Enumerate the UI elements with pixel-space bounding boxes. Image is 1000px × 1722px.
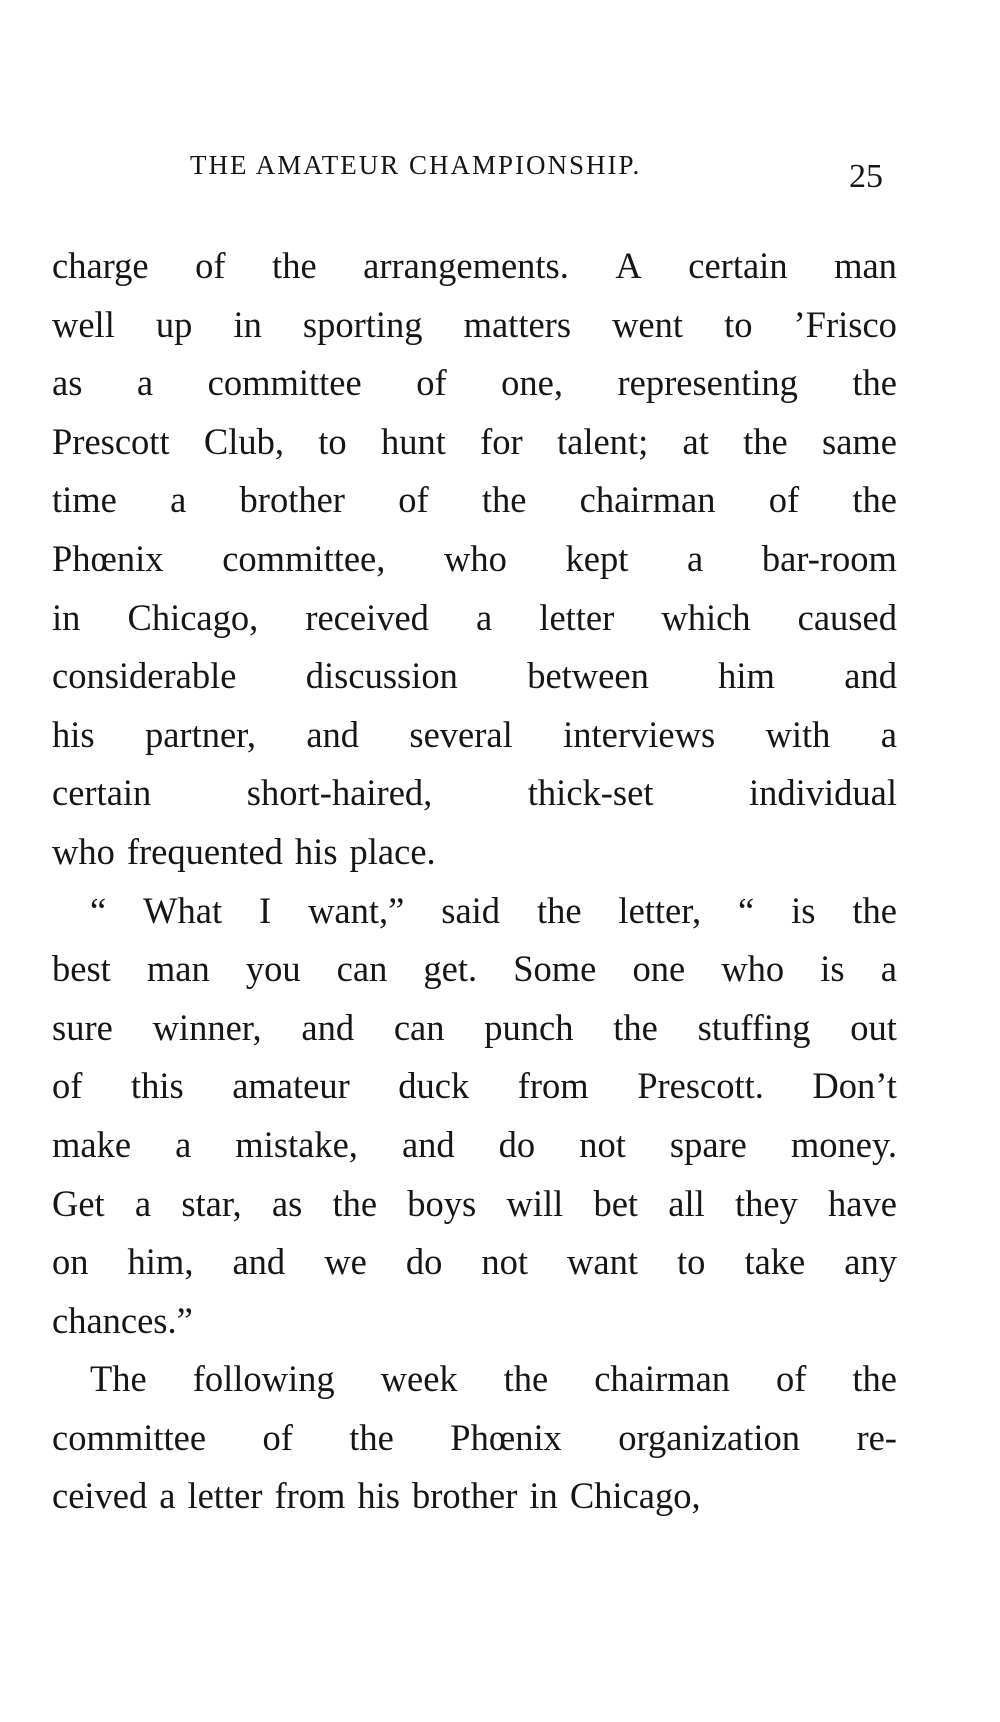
text-line: best man you can get. Some one who is a <box>52 948 897 990</box>
text-line: of this amateur duck from Prescott. Don’t <box>52 1065 897 1107</box>
text-line: time a brother of the chairman of the <box>52 479 897 521</box>
body-text <box>52 237 897 1526</box>
text-line: as a committee of one, representing the <box>52 362 897 404</box>
text-line: Get a star, as the boys will bet all they have <box>52 1182 897 1224</box>
text-line: chances.” <box>52 1299 193 1341</box>
text-line: on him, and we do not want to take any <box>52 1241 897 1283</box>
text-line: make a mistake, and do not spare money. <box>52 1123 897 1165</box>
text-line: Phœnix committee, who kept a bar-room <box>52 537 897 579</box>
text-line: well up in sporting matters went to ’Frisco <box>52 303 897 345</box>
text-line: sure winner, and can punch the stuffing out <box>52 1006 897 1048</box>
text-line: The following week the chairman of the <box>90 1358 897 1400</box>
text-line: who frequented his place. <box>52 830 436 872</box>
text-line: certain short-haired, thick-set individual <box>52 772 897 814</box>
text-line: considerable discussion between him and <box>52 655 897 697</box>
text-line: in Chicago, received a letter which caused <box>52 596 897 638</box>
text-line: Prescott Club, to hunt for talent; at the same <box>52 420 897 462</box>
text-line: committee of the Phœnix organization re- <box>52 1416 897 1458</box>
page-number: 25 <box>849 158 883 195</box>
text-line: “ What I want,” said the letter, “ is the <box>90 889 897 931</box>
text-line: charge of the arrangements. A certain man <box>52 245 897 286</box>
running-title: THE AMATEUR CHAMPIONSHIP. <box>190 150 642 180</box>
text-line: his partner, and several interviews with a <box>52 713 897 755</box>
text-line: ceived a letter from his brother in Chicago, <box>52 1475 701 1517</box>
